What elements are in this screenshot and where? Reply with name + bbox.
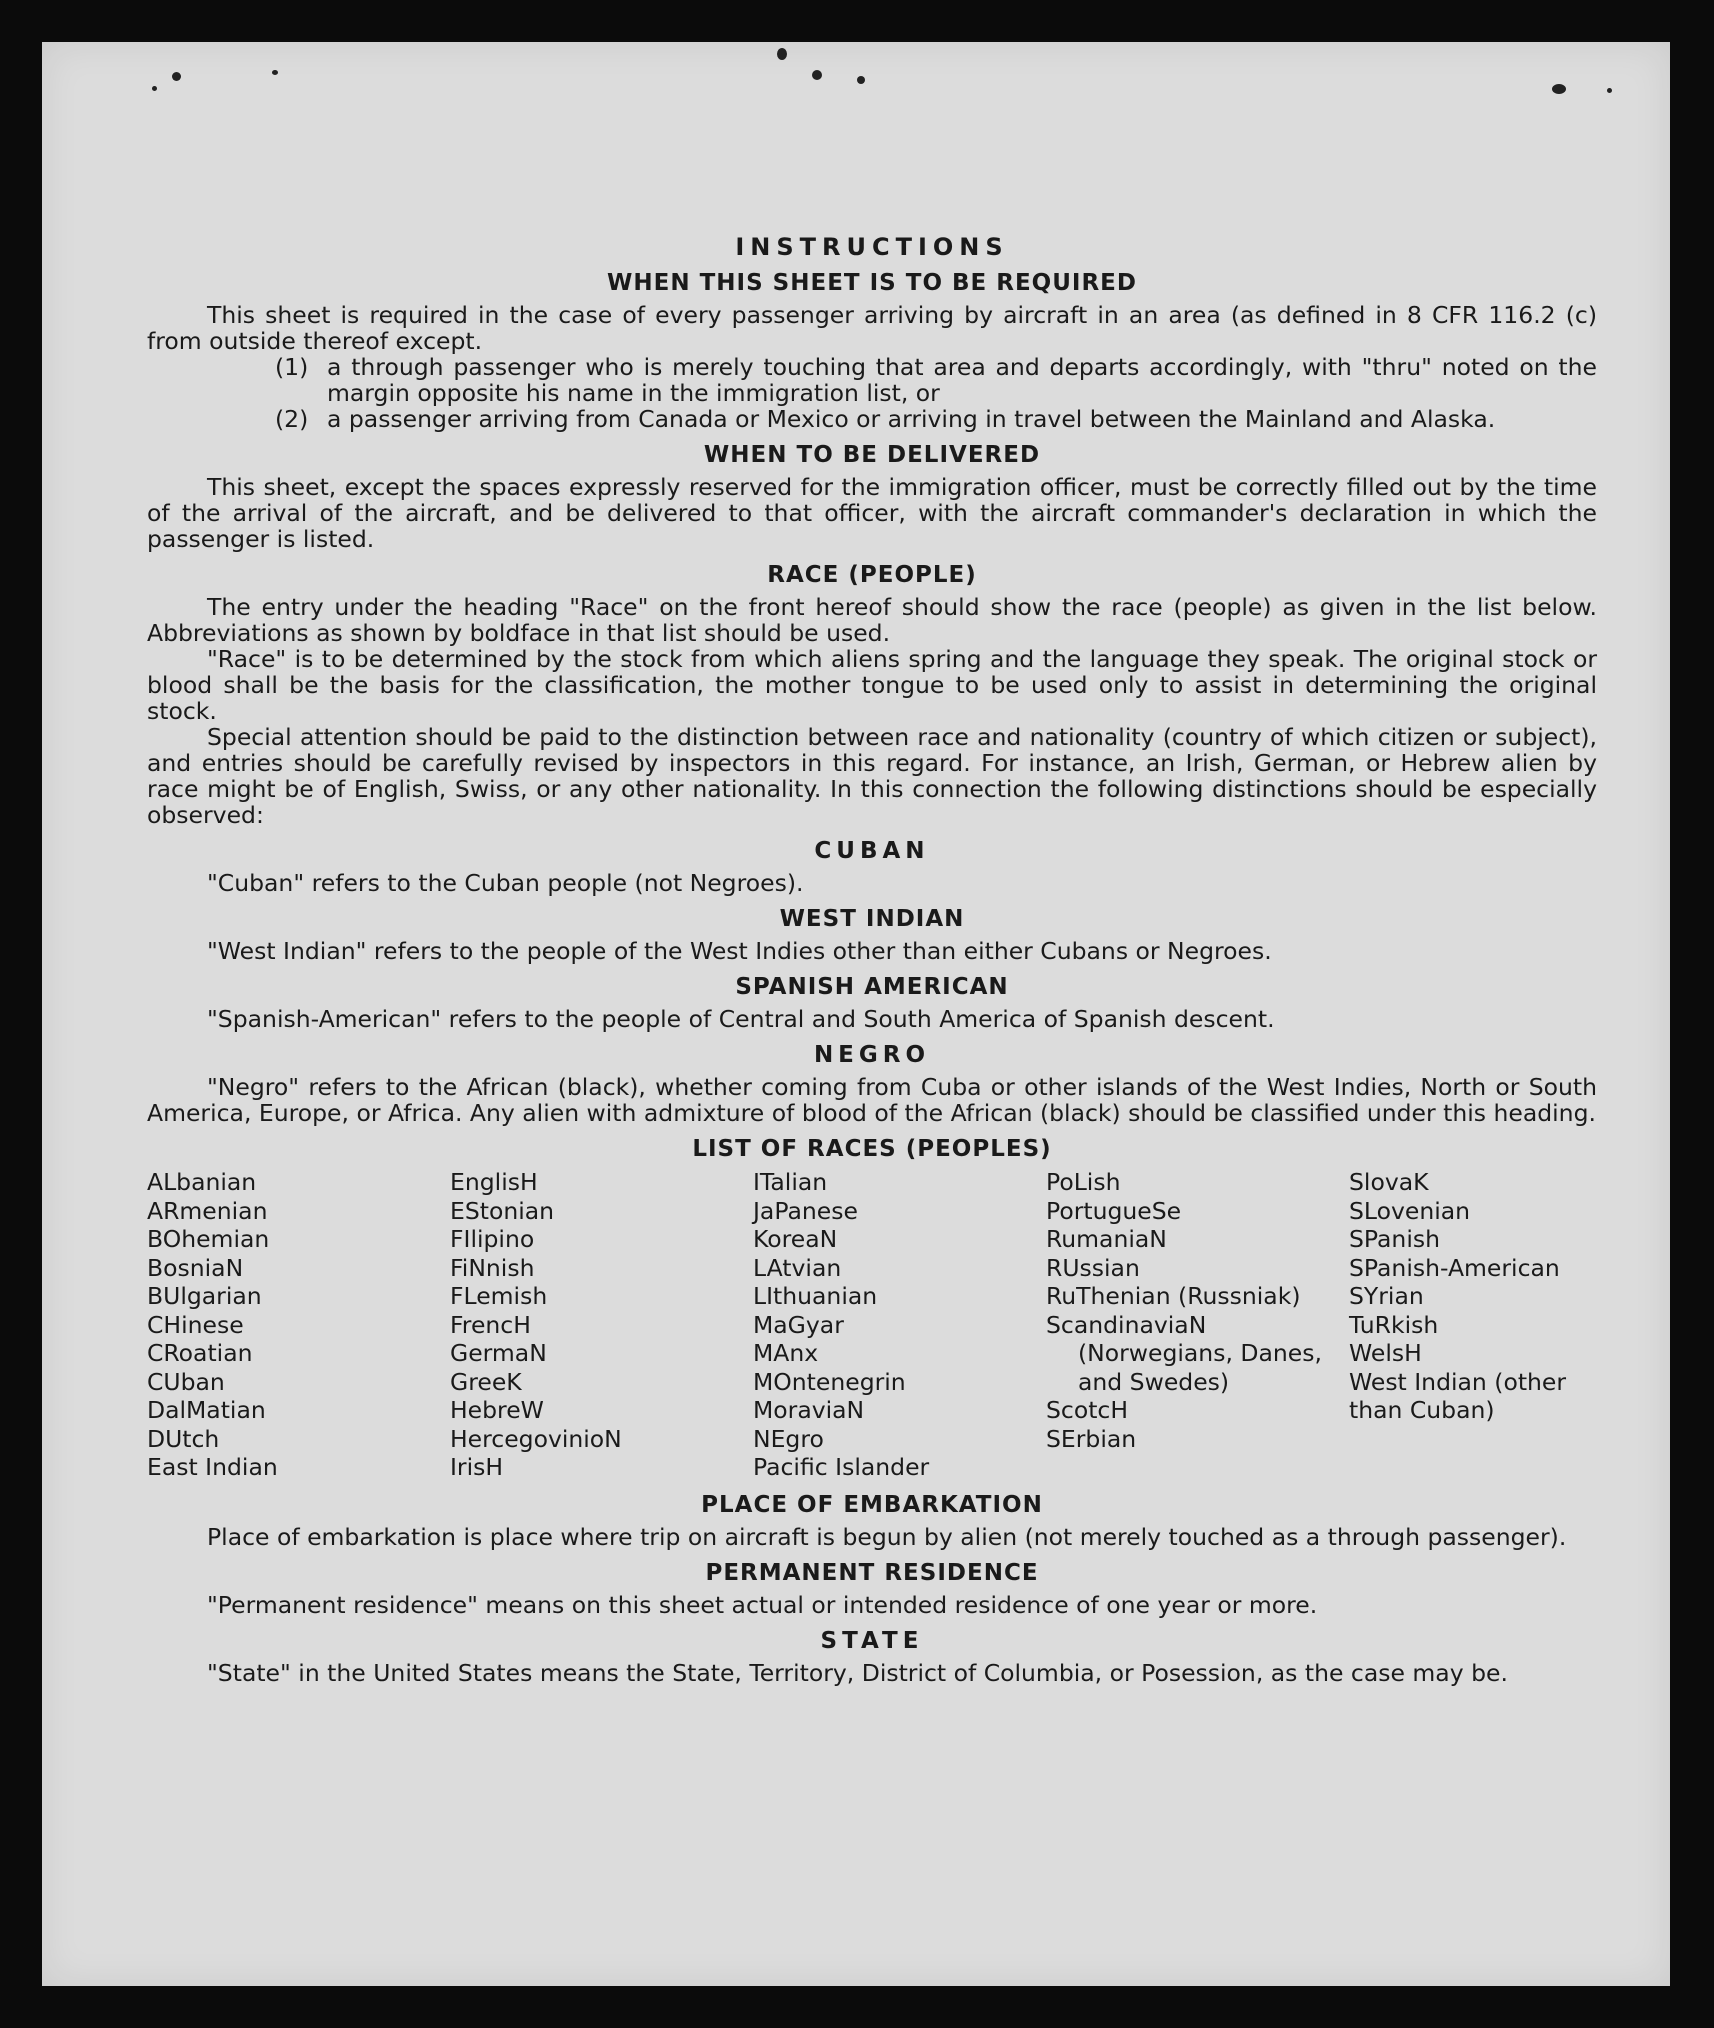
race-entry: PortugueSe	[1046, 1196, 1182, 1225]
race-entry: GreeK	[450, 1367, 522, 1396]
races-column	[753, 1168, 1046, 1482]
race-entry: FLemish	[450, 1282, 548, 1310]
race-entry: East Indian	[147, 1453, 278, 1481]
section-heading-cuban: CUBAN	[814, 838, 930, 864]
race-entry: SLovenian	[1349, 1196, 1471, 1225]
race-entry: SlovaK	[1349, 1168, 1429, 1196]
races-column	[450, 1168, 753, 1482]
paragraph: This sheet, except the spaces expressly reserved for the immigration officer, must be correctly filled out by the time of the arrival of the aircraft, and be delivered to that officer, with the aircraft commander's declaration in which the passenger is listed.	[147, 473, 1597, 553]
race-entry: MoraviaN	[753, 1396, 865, 1424]
race-entry: RuThenian (Russniak)	[1046, 1282, 1301, 1310]
race-entry: DalMatian	[147, 1396, 266, 1424]
race-entry: ALbanian	[147, 1168, 257, 1196]
races-column	[147, 1168, 450, 1482]
race-entry: IrisH	[450, 1453, 504, 1481]
race-entry: MaGyar	[753, 1310, 844, 1339]
paragraph: This sheet is required in the case of every passenger arriving by aircraft in an area (as defined in 8 CFR 116.2 (c) from outside thereof except.	[147, 301, 1597, 355]
race-entry: SYrian	[1349, 1282, 1424, 1310]
race-entry: NEgro	[753, 1424, 824, 1453]
race-entry: CRoatian	[147, 1339, 253, 1367]
paragraph: Place of embarkation is place where trip on aircraft is begun by alien (not merely touched as a through passenger).	[207, 1522, 1567, 1551]
paragraph: "West Indian" refers to the people of the West Indies other than either Cubans or Negroes.	[207, 937, 1272, 965]
race-entry: BosniaN	[147, 1253, 244, 1282]
race-entry: RumaniaN	[1046, 1225, 1167, 1253]
ink-speck	[1552, 84, 1566, 94]
race-entry: ITalian	[753, 1168, 828, 1196]
race-entry: West Indian (other than Cuban)	[1349, 1367, 1567, 1424]
list-item	[147, 354, 1597, 406]
race-entry: CHinese	[147, 1310, 244, 1339]
race-entry: PoLish	[1046, 1168, 1121, 1196]
race-entry: ARmenian	[147, 1196, 268, 1225]
race-entry: TuRkish	[1349, 1310, 1439, 1339]
races-column	[1349, 1168, 1599, 1482]
item-text: a passenger arriving from Canada or Mexico or arriving in travel between the Mainland and Alaska.	[327, 405, 1496, 433]
race-entry: LAtvian	[753, 1253, 842, 1282]
section-heading-negro: NEGRO	[813, 1042, 931, 1068]
ink-speck	[152, 86, 157, 91]
section-heading-spanish-american: SPANISH AMERICAN	[735, 974, 1009, 1000]
ink-speck	[272, 70, 278, 75]
paragraph: "Race" is to be determined by the stock from which aliens spring and the language they speak. The original stock or blood shall be the basis for the classification, the mother tongue to be used only to assist in determining the original stock.	[147, 645, 1597, 725]
paragraph: "Cuban" refers to the Cuban people (not Negroes).	[207, 869, 804, 897]
ink-speck	[777, 48, 787, 60]
paragraph: "Negro" refers to the African (black), whether coming from Cuba or other islands of the West Indies, North or South America, Europe, or Africa. Any alien with admixture of blood of the African (black) should be classified under this heading.	[147, 1073, 1597, 1127]
race-entry: LIthuanian	[753, 1282, 878, 1310]
item-number: (2)	[275, 405, 309, 433]
races-column	[1046, 1168, 1349, 1482]
race-entry: EnglisH	[450, 1168, 538, 1196]
race-entry: DUtch	[147, 1424, 220, 1453]
item-number: (1)	[275, 353, 309, 381]
section-heading-required: WHEN THIS SHEET IS TO BE REQUIRED	[607, 270, 1137, 296]
race-entry: FiNnish	[450, 1253, 535, 1282]
ink-speck	[857, 76, 865, 84]
ink-speck	[1607, 88, 1612, 93]
race-entry: JaPanese	[753, 1196, 858, 1225]
section-heading-west-indian: WEST INDIAN	[779, 906, 965, 932]
race-entry: FIlipino	[450, 1225, 535, 1253]
race-entry: BOhemian	[147, 1225, 270, 1253]
race-entry: BUlgarian	[147, 1282, 262, 1310]
section-heading-race: RACE (PEOPLE)	[767, 562, 977, 588]
section-heading-permanent-residence: PERMANENT RESIDENCE	[705, 1559, 1039, 1586]
race-entry: ScandinaviaN	[1046, 1310, 1207, 1339]
section-heading-list-of-races: LIST OF RACES (PEOPLES)	[692, 1136, 1052, 1162]
race-entry: WelsH	[1349, 1339, 1422, 1367]
list-item	[147, 406, 1597, 432]
race-entry: CUban	[147, 1367, 225, 1396]
race-entry: KoreaN	[753, 1225, 838, 1253]
race-entry: HebreW	[450, 1396, 544, 1424]
race-entry: ScotcH	[1046, 1396, 1129, 1424]
instructions-content	[147, 192, 1597, 1686]
race-entry-note: (Norwegians, Danes, and Swedes)	[1078, 1339, 1322, 1396]
race-entry: HercegovinioN	[450, 1424, 622, 1453]
document-sheet	[42, 42, 1670, 1986]
paragraph: "Spanish-American" refers to the people of Central and South America of Spanish descent.	[207, 1005, 1275, 1033]
race-entry: RUssian	[1046, 1253, 1140, 1282]
paragraph: Special attention should be paid to the distinction between race and nationality (country of which citizen or subject), and entries should be carefully revised by inspectors in this regard. For instance, an Irish, German, or Hebrew alien by race might be of English, Swiss, or any other nationality. In this connection the following distinctions should be especially observed:	[147, 723, 1597, 829]
section-heading-delivered: WHEN TO BE DELIVERED	[703, 442, 1041, 468]
race-entry: Pacific Islander	[753, 1453, 930, 1481]
races-table	[147, 1168, 1597, 1482]
race-entry: SPanish	[1349, 1225, 1440, 1253]
race-entry: MOntenegrin	[753, 1367, 906, 1396]
race-entry: SPanish-American	[1349, 1253, 1560, 1282]
paragraph: "Permanent residence" means on this sheet actual or intended residence of one year or more.	[207, 1590, 1318, 1619]
race-entry: MAnx	[753, 1339, 819, 1367]
section-heading-embarkation: PLACE OF EMBARKATION	[701, 1491, 1043, 1518]
race-entry: EStonian	[450, 1196, 555, 1225]
race-entry: SErbian	[1046, 1424, 1137, 1453]
page-title: INSTRUCTIONS	[735, 233, 1009, 261]
paragraph: "State" in the United States means the State, Territory, District of Columbia, or Posession, as the case may be.	[207, 1658, 1508, 1687]
paragraph: The entry under the heading "Race" on the front hereof should show the race (people) as given in the list below. Abbreviations as shown by boldface in that list should be used.	[147, 593, 1597, 647]
item-text: a through passenger who is merely touching that area and departs accordingly, with "thru" noted on the margin opposite his name in the immigration list, or	[327, 353, 1597, 407]
ink-speck	[812, 70, 822, 80]
race-entry: GermaN	[450, 1339, 547, 1367]
race-entry: FrencH	[450, 1310, 531, 1339]
ink-speck	[172, 72, 181, 81]
section-heading-state: STATE	[820, 1627, 924, 1654]
